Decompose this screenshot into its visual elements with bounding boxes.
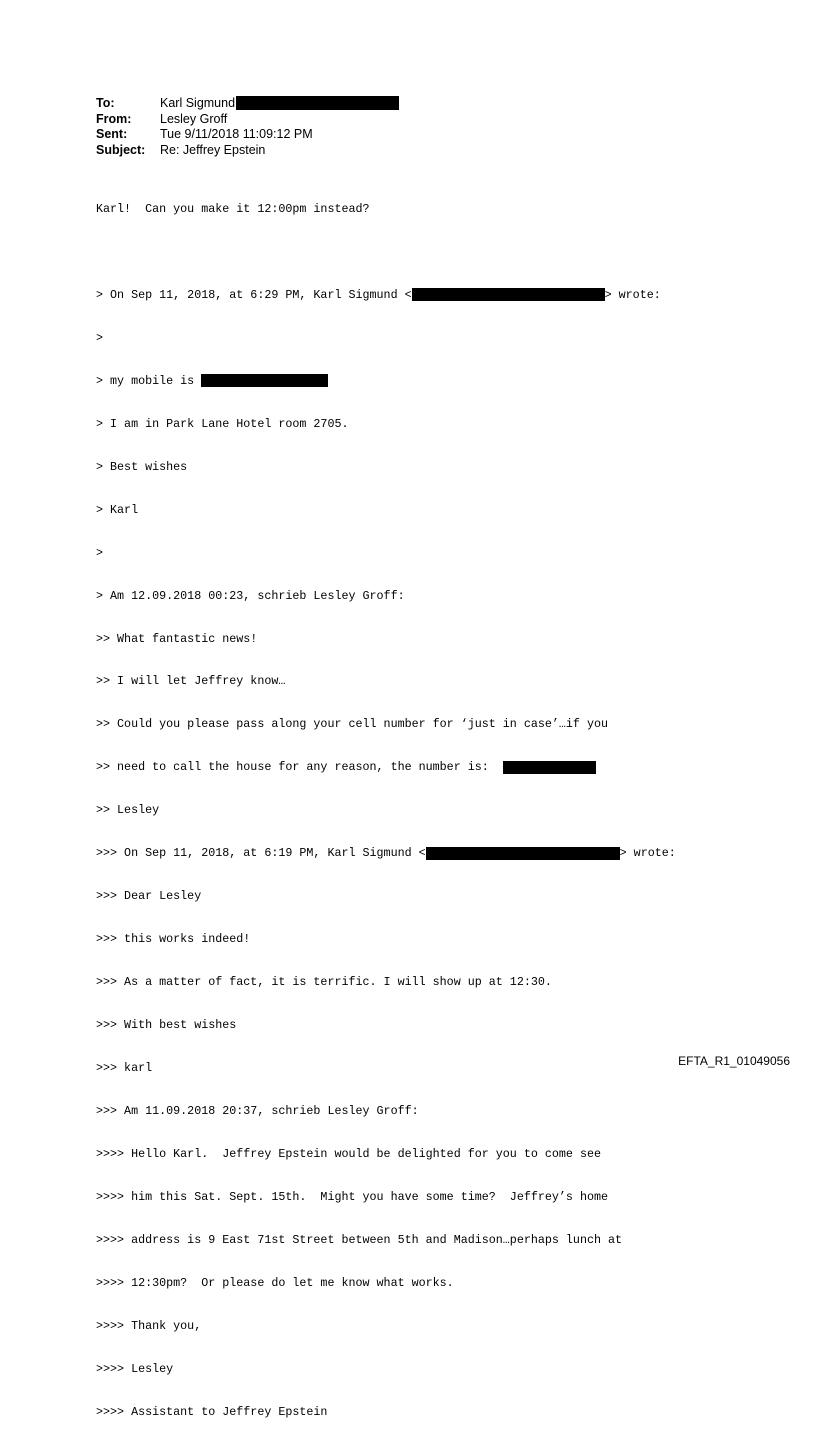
quote-text: > wrote: xyxy=(619,846,676,861)
quote-line: >>> Am 11.09.2018 20:37, schrieb Lesley Groff: xyxy=(96,1104,419,1119)
sent-label: Sent: xyxy=(96,127,128,141)
quote-line xyxy=(96,846,676,860)
from-value: Lesley Groff xyxy=(160,111,228,126)
from-label: From: xyxy=(96,111,132,126)
redaction-block xyxy=(426,847,620,860)
quote-line: >>> karl xyxy=(96,1061,153,1076)
quote-line: >>> Dear Lesley xyxy=(96,889,202,904)
quote-line xyxy=(96,288,676,302)
quote-line: > I am in Park Lane Hotel room 2705. xyxy=(96,416,349,431)
quote-line: >> Lesley xyxy=(96,803,160,818)
quote-line: >> Could you please pass along your cell number for ‘just in case’…if you xyxy=(96,717,608,732)
subject-value: Re: Jeffrey Epstein xyxy=(160,142,266,157)
quote-line: >>>> Assistant to Jeffrey Epstein xyxy=(96,1405,328,1420)
quote-line: >>> As a matter of fact, it is terrific. I will show up at 12:30. xyxy=(96,975,552,990)
reply-line: Karl! Can you make it 12:00pm instead? xyxy=(96,201,370,216)
quote-text: > wrote: xyxy=(604,287,661,302)
quote-line: >>>> address is 9 East 71st Street between 5th and Madison…perhaps lunch at xyxy=(96,1233,623,1248)
quote-line: >> I will let Jeffrey know… xyxy=(96,674,286,689)
sent-value: Tue 9/11/2018 11:09:12 PM xyxy=(160,127,313,141)
quote-line xyxy=(96,374,676,388)
quote-line: > Best wishes xyxy=(96,459,188,474)
quote-line: >> What fantastic news! xyxy=(96,631,258,646)
quote-line: >>>> him this Sat. Sept. 15th. Might you have some time? Jeffrey’s home xyxy=(96,1190,608,1205)
spacer xyxy=(96,245,676,259)
subject-label: Subject: xyxy=(96,142,146,157)
quote-line: >>> this works indeed! xyxy=(96,932,251,947)
quote-text: >> need to call the house for any reason, the number is: xyxy=(96,760,503,775)
redaction-block xyxy=(503,761,596,774)
from-row xyxy=(96,112,399,128)
quote-line: > Karl xyxy=(96,502,139,517)
to-value: Karl Sigmund xyxy=(160,96,236,110)
quote-line: >>>> 12:30pm? Or please do let me know what works. xyxy=(96,1276,454,1291)
quote-line: > xyxy=(96,330,104,345)
email-header xyxy=(96,96,399,158)
redaction-block xyxy=(201,374,328,387)
quote-line: >>>> Lesley xyxy=(96,1362,174,1377)
sent-row xyxy=(96,127,399,143)
redaction-block xyxy=(236,96,399,110)
quote-line: > xyxy=(96,545,104,560)
quote-text: > On Sep 11, 2018, at 6:29 PM, Karl Sigmund < xyxy=(96,287,412,302)
to-row xyxy=(96,96,399,112)
email-body xyxy=(96,173,676,1434)
subject-row xyxy=(96,143,399,159)
quote-text: > my mobile is xyxy=(96,373,202,388)
redaction-block xyxy=(412,288,605,301)
quote-line: > Am 12.09.2018 00:23, schrieb Lesley Groff: xyxy=(96,588,405,603)
quote-text: >>> On Sep 11, 2018, at 6:19 PM, Karl Sigmund < xyxy=(96,846,426,861)
quote-line: >>>> Thank you, xyxy=(96,1319,202,1334)
document-id: EFTA_R1_01049056 xyxy=(678,1054,790,1068)
quote-line xyxy=(96,760,676,774)
quote-line: >>> With best wishes xyxy=(96,1018,237,1033)
to-label: To: xyxy=(96,96,115,110)
quote-line: >>>> Hello Karl. Jeffrey Epstein would be delighted for you to come see xyxy=(96,1147,601,1162)
